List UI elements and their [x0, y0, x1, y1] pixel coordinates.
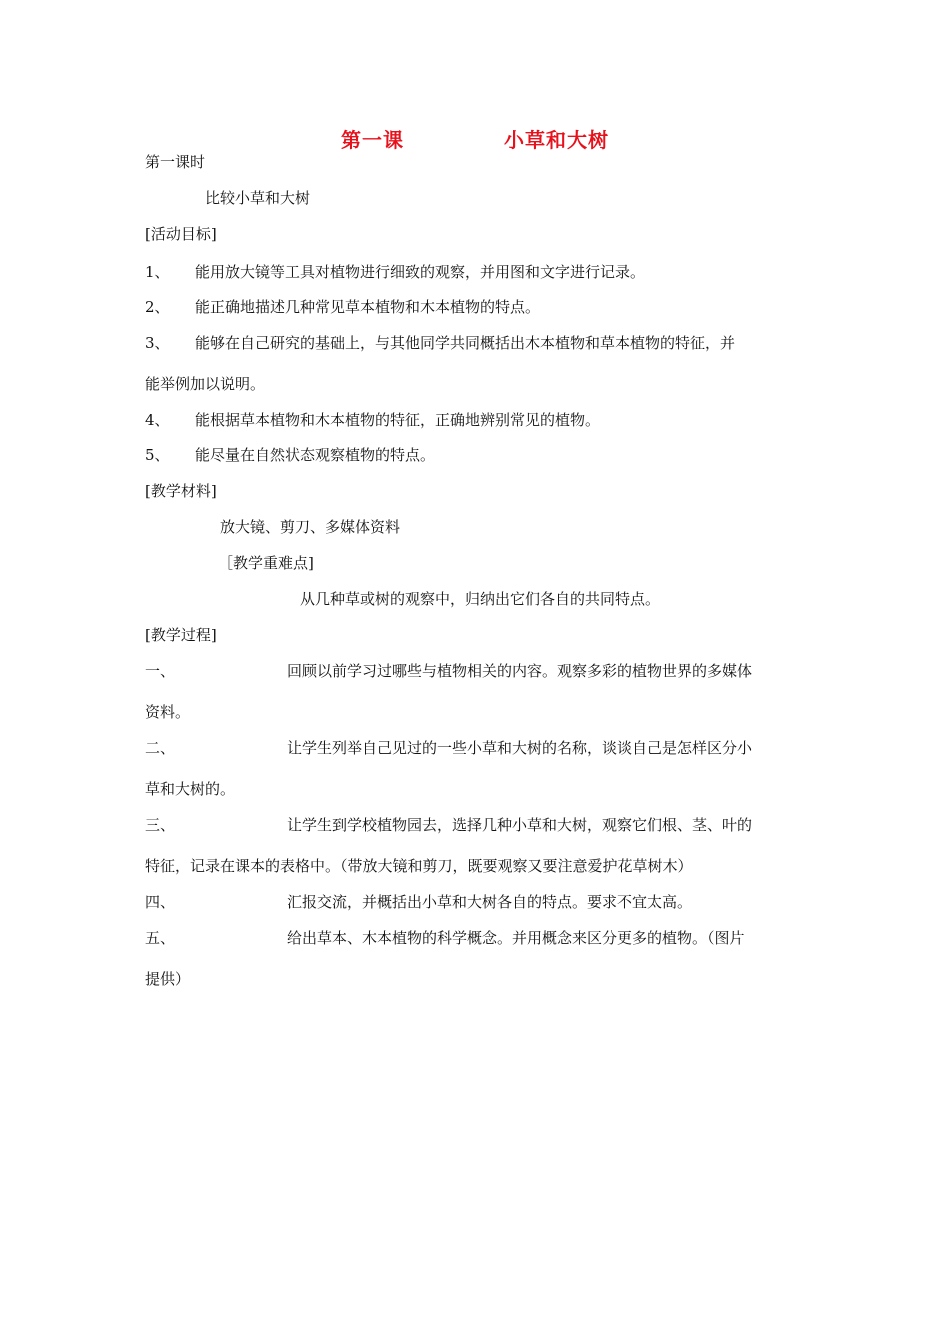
process-step-text-continued: 特征，记录在课本的表格中。（带放大镜和剪刀，既要观察又要注意爱护花草树木）: [145, 857, 693, 875]
process-step-number: 四、: [145, 893, 176, 911]
process-step-text: 汇报交流，并概括出小草和大树各自的特点。要求不宜太高。: [287, 893, 693, 911]
process-step-number: 二、: [145, 739, 176, 757]
objective-text: 能根据草本植物和木本植物的特征，正确地辨别常见的植物。: [195, 411, 601, 429]
process-step-number: 三、: [145, 816, 176, 834]
materials-heading: [教学材料]: [145, 482, 217, 500]
objective-number: 2、: [145, 298, 170, 316]
lesson-title-name: 小草和大树: [504, 128, 609, 152]
process-step-text: 让学生列举自己见过的一些小草和大树的名称，谈谈自己是怎样区分小: [287, 739, 753, 757]
lesson-title-number: 第一课: [341, 128, 404, 152]
objective-number: 4、: [145, 411, 170, 429]
process-step-number: 五、: [145, 929, 176, 947]
objective-text: 能尽量在自然状态观察植物的特点。: [195, 446, 436, 464]
process-step-number: 一、: [145, 662, 176, 680]
objective-text-continued: 能举例加以说明。: [145, 375, 266, 393]
difficulty-text: 从几种草或树的观察中，归纳出它们各自的共同特点。: [300, 590, 661, 608]
process-heading: [教学过程]: [145, 626, 217, 644]
objective-number: 1、: [145, 263, 170, 281]
process-step-text: 给出草本、木本植物的科学概念。并用概念来区分更多的植物。（图片: [287, 929, 745, 947]
process-step-text-continued: 提供）: [145, 970, 191, 988]
process-step-text-continued: 资料。: [145, 703, 191, 721]
process-step-text: 让学生到学校植物园去，选择几种小草和大树，观察它们根、茎、叶的: [287, 816, 753, 834]
objective-number: 3、: [145, 334, 170, 352]
objective-text: 能用放大镜等工具对植物进行细致的观察，并用图和文字进行记录。: [195, 263, 646, 281]
objectives-heading: [活动目标]: [145, 225, 217, 243]
difficulty-heading: ［教学重难点]: [218, 554, 314, 572]
materials-text: 放大镜、剪刀、多媒体资料: [220, 518, 401, 536]
process-step-text: 回顾以前学习过哪些与植物相关的内容。观察多彩的植物世界的多媒体: [287, 662, 753, 680]
lesson-title: [0, 124, 950, 153]
lesson-period: 第一课时: [145, 153, 206, 171]
objective-text: 能够在自己研究的基础上，与其他同学共同概括出木本植物和草本植物的特征，并: [195, 334, 736, 352]
objective-number: 5、: [145, 446, 170, 464]
process-step-text-continued: 草和大树的。: [145, 780, 236, 798]
objective-text: 能正确地描述几种常见草本植物和木本植物的特点。: [195, 298, 541, 316]
lesson-subtitle: 比较小草和大树: [205, 189, 311, 207]
